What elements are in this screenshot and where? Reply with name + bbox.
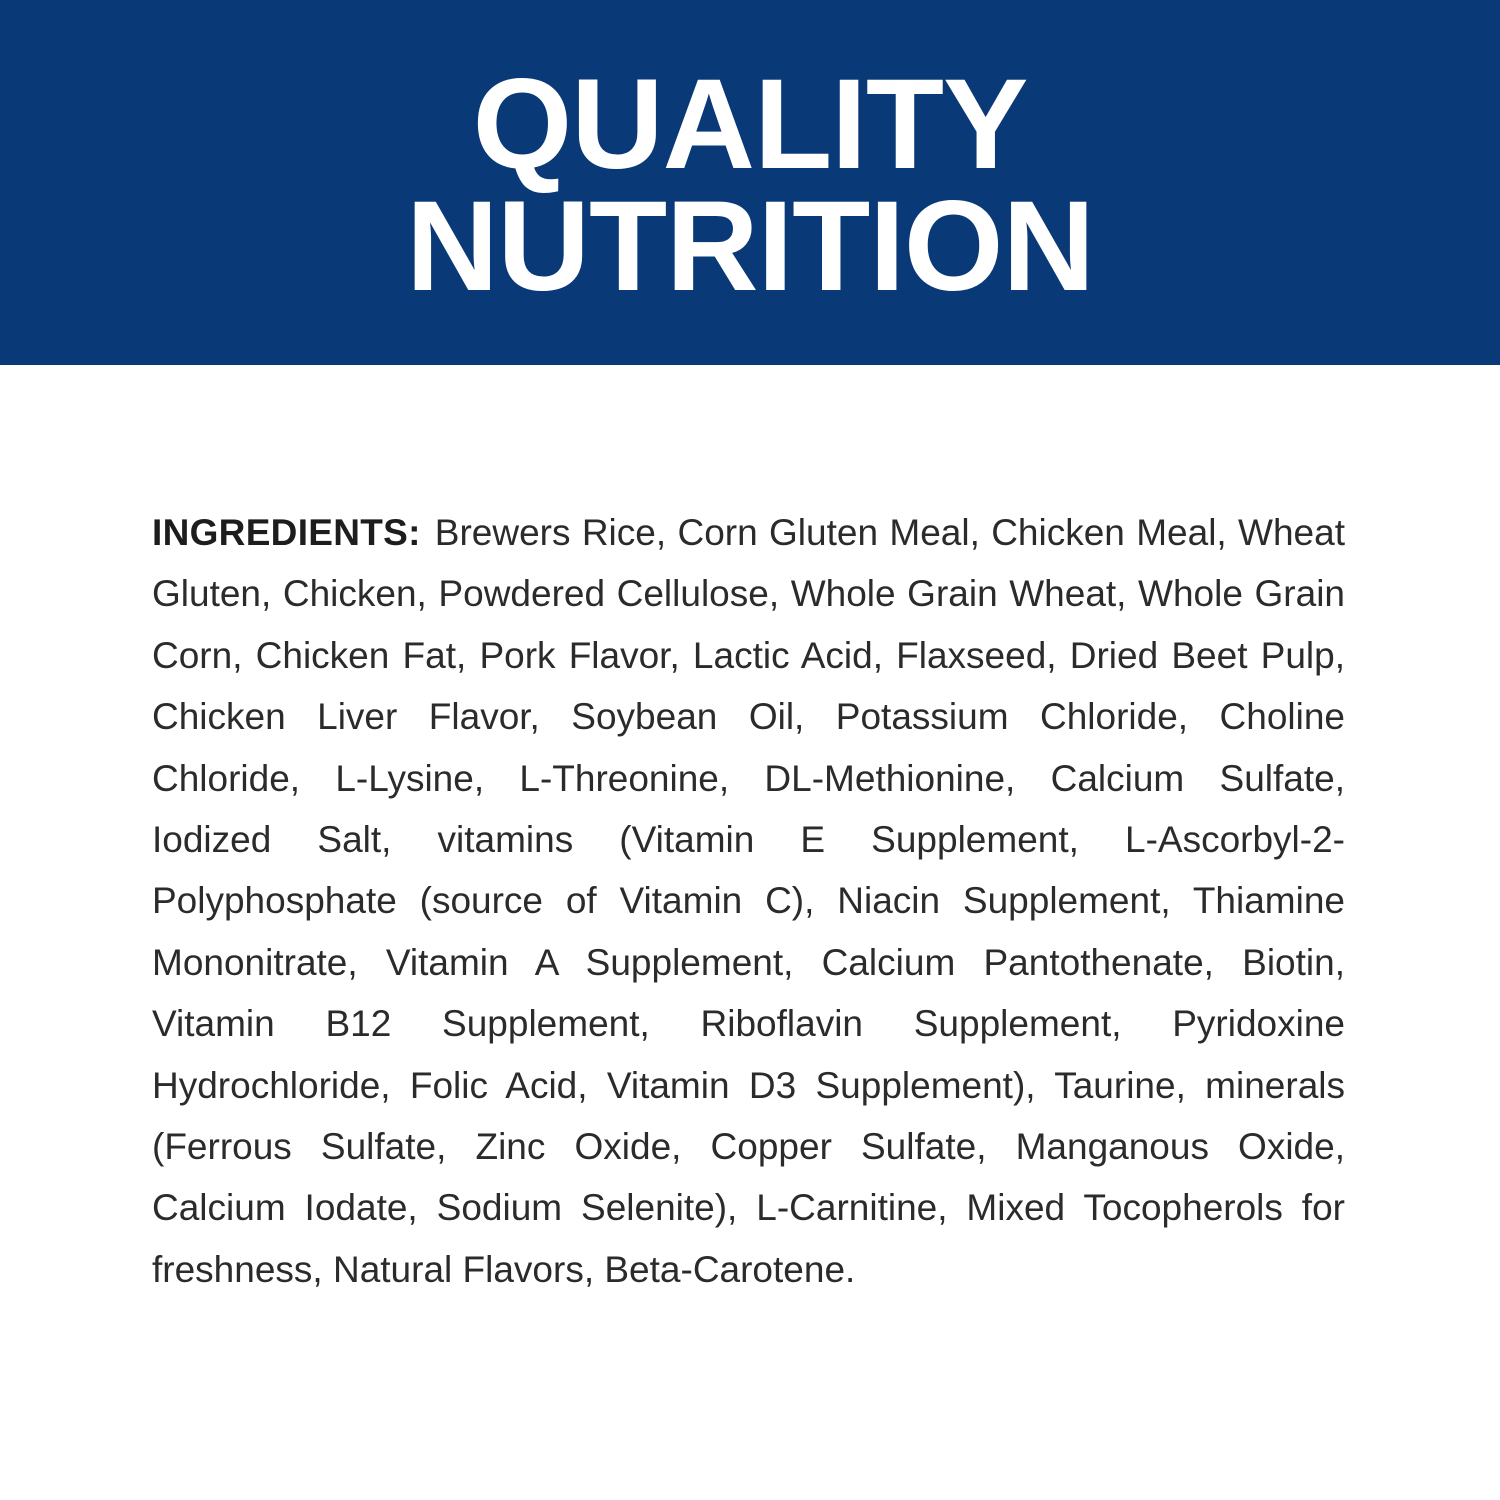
banner-title-line-1: QUALITY xyxy=(472,52,1028,196)
quality-nutrition-banner xyxy=(0,0,1500,365)
ingredients-paragraph xyxy=(152,502,1345,1300)
ingredients-text: Brewers Rice, Corn Gluten Meal, Chicken Meal, Wheat Gluten, Chicken, Powdered Cellulose, Whole Grain Wheat, Whole Grain Corn, Chicken Fat, Pork Flavor, Lactic Acid, Flaxseed, Dried Beet Pulp, Chicken Liver Flavor, Soybean Oil, Potassium Chloride, Choline Chloride, L-Lysine, L-Threonine, DL-Methionine, Calcium Sulfate, Iodized Salt, vitamins (Vitamin E Supplement, L-Ascorbyl-2-Polyphosphate (source of Vitamin C), Niacin Supplement, Thiamine Mononitrate, Vitamin A Supplement, Calcium Pantothenate, Biotin, Vitamin B12 Supplement, Riboflavin Supplement, Pyridoxine Hydrochloride, Folic Acid, Vitamin D3 Supplement), Taurine, minerals (Ferrous Sulfate, Zinc Oxide, Copper Sulfate, Manganous Oxide, Calcium Iodate, Sodium Selenite), L-Carnitine, Mixed Tocopherols for freshness, Natural Flavors, Beta-Carotene. xyxy=(152,512,1345,1290)
banner-title-line-2: NUTRITION xyxy=(406,174,1094,318)
ingredients-label: INGREDIENTS: xyxy=(152,512,421,553)
ingredients-section xyxy=(0,365,1500,1300)
